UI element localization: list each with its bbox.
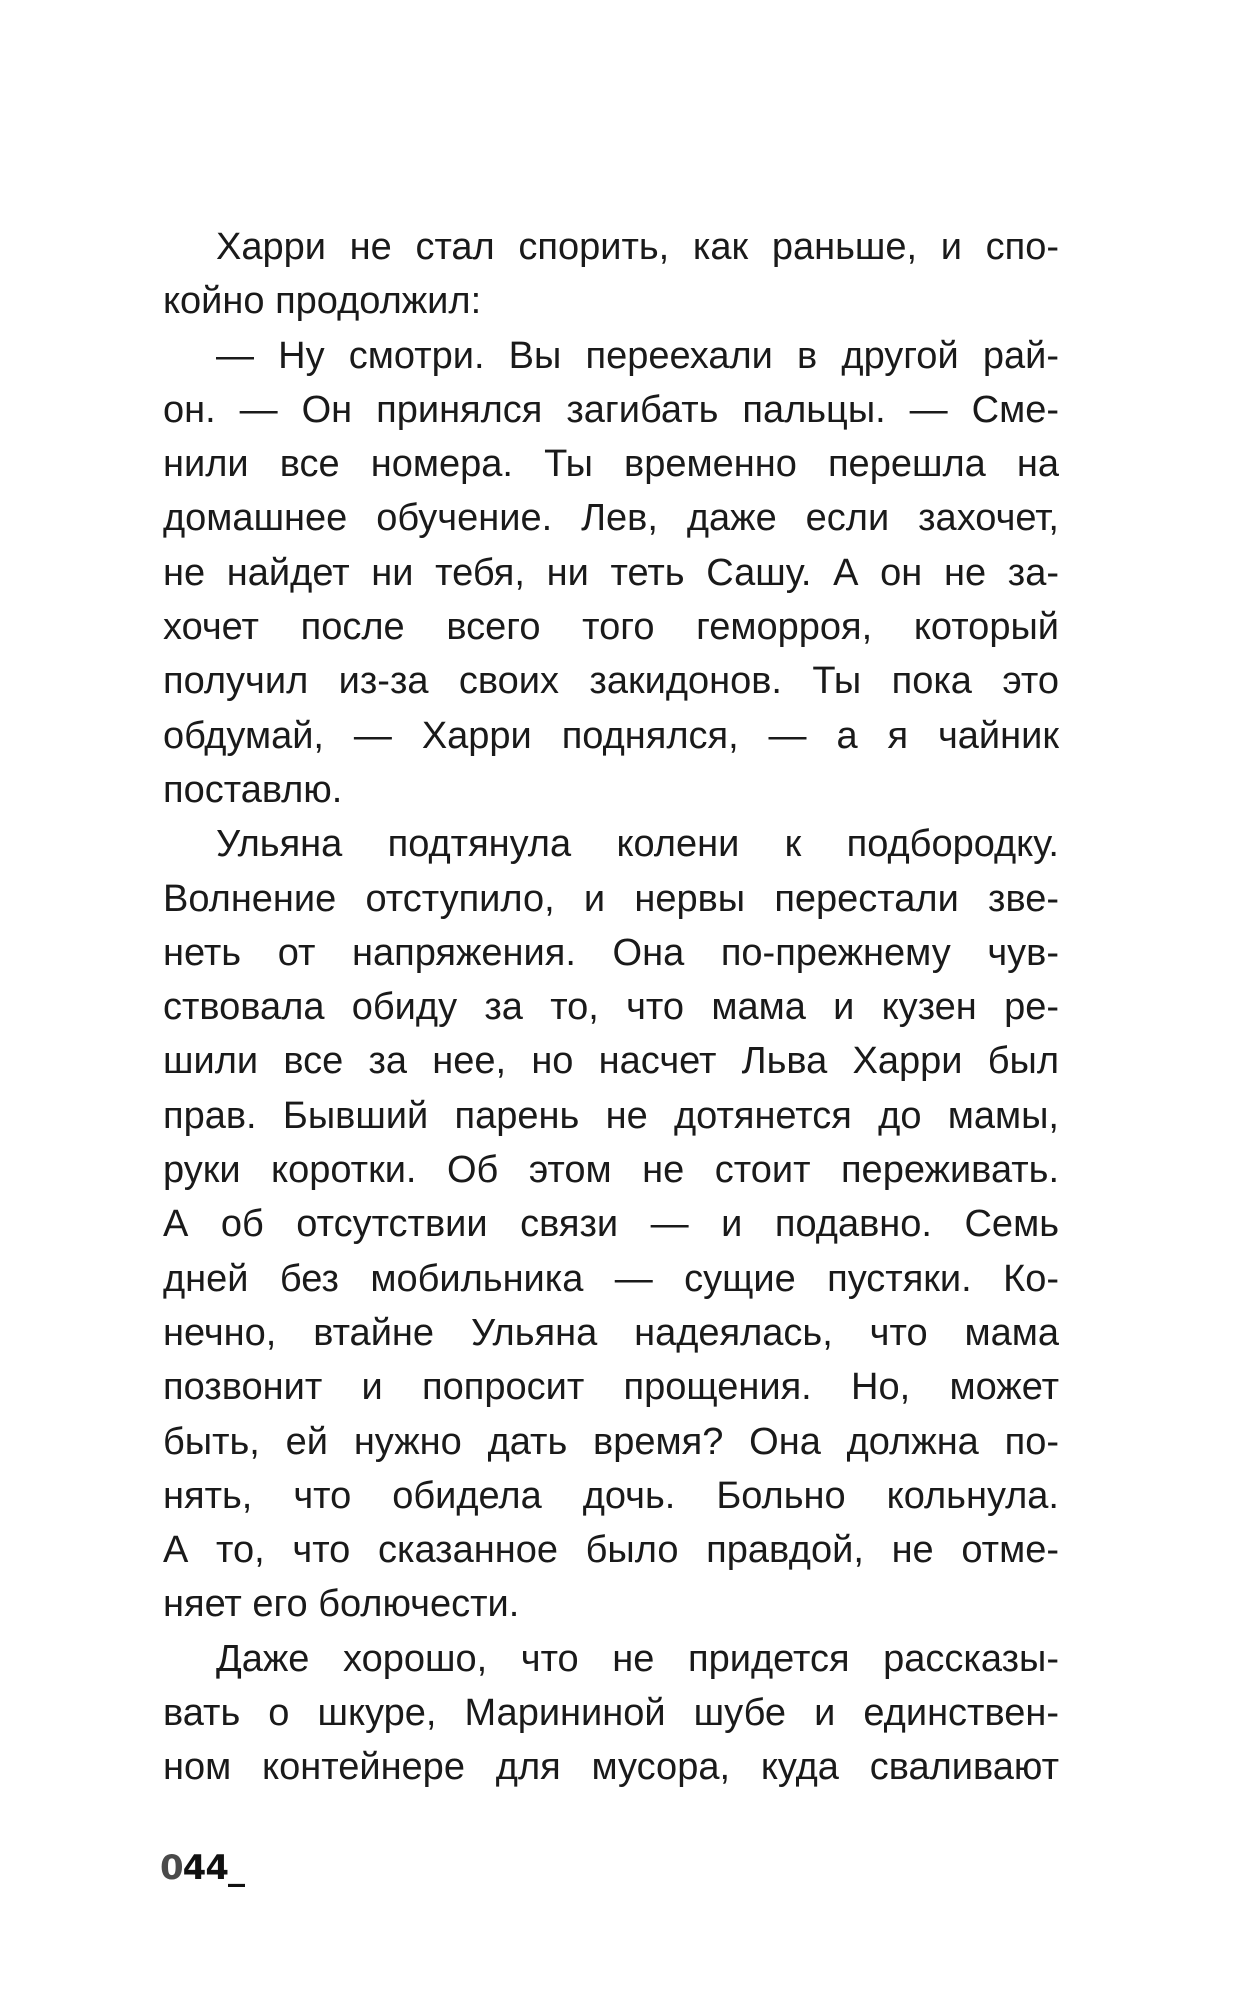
text-line: не найдет ни тебя, ни теть Сашу. А он не за- xyxy=(163,551,1059,594)
text-line: Ульяна подтянула колени к подбородку. xyxy=(216,823,1059,866)
text-line: домашнее обучение. Лев, даже если захочет, xyxy=(163,497,1059,540)
text-line: Харри не стал спорить, как раньше, и спо- xyxy=(216,226,1059,268)
text-line: дней без мобильника — сущие пустяки. Ко- xyxy=(163,1257,1059,1300)
text-line: он. — Он принялся загибать пальцы. — Сме- xyxy=(163,388,1059,431)
text-line: вать о шкуре, Марининой шубе и единствен- xyxy=(163,1692,1059,1735)
text-line: неть от напряжения. Она по-прежнему чув- xyxy=(163,931,1059,974)
text-line: быть, ей нужно дать время? Она должна по- xyxy=(163,1420,1059,1463)
text-line: Даже хорошо, что не придется рассказы- xyxy=(216,1637,1059,1680)
text-line: ствовала обиду за то, что мама и кузен ре- xyxy=(163,986,1059,1029)
page-number-rest: 44 xyxy=(182,1848,228,1888)
text-line: ном контейнере для мусора, куда сваливают xyxy=(163,1746,1059,1789)
page-number xyxy=(160,1848,244,1888)
text-line: обдумай, — Харри поднялся, — а я чайник xyxy=(163,714,1059,757)
text-line: нять, что обидела дочь. Больно кольнула. xyxy=(163,1474,1059,1517)
paragraph xyxy=(163,329,1059,818)
paragraph xyxy=(163,817,1059,1631)
text-line: Волнение отступило, и нервы перестали зве- xyxy=(163,877,1059,920)
text-line: получил из-за своих закидонов. Ты пока это xyxy=(163,660,1059,703)
text-line: поставлю. xyxy=(163,768,343,811)
text-line: шили все за нее, но насчет Льва Харри был xyxy=(163,1040,1059,1083)
page-number-lead: 0 xyxy=(160,1848,183,1888)
text-line: А то, что сказанное было правдой, не отме- xyxy=(163,1529,1059,1572)
page-number-underscore: _ xyxy=(228,1848,244,1888)
body-text xyxy=(163,220,1059,1795)
text-line: — Ну смотри. Вы переехали в другой рай- xyxy=(216,334,1059,377)
paragraph xyxy=(163,1632,1059,1795)
text-line: хочет после всего того геморроя, который xyxy=(163,606,1059,649)
paragraph xyxy=(163,220,1059,329)
text-line: А об отсутствии связи — и подавно. Семь xyxy=(163,1203,1059,1246)
text-line: прав. Бывший парень не дотянется до мамы, xyxy=(163,1094,1059,1137)
text-line: нечно, втайне Ульяна надеялась, что мама xyxy=(163,1311,1059,1354)
text-line: нили все номера. Ты временно перешла на xyxy=(163,443,1059,486)
text-line: позвонит и попросит прощения. Но, может xyxy=(163,1366,1059,1409)
text-line: няет его болючести. xyxy=(163,1583,520,1626)
text-line: койно продолжил: xyxy=(163,280,482,323)
text-line: руки коротки. Об этом не стоит переживать. xyxy=(163,1149,1059,1192)
